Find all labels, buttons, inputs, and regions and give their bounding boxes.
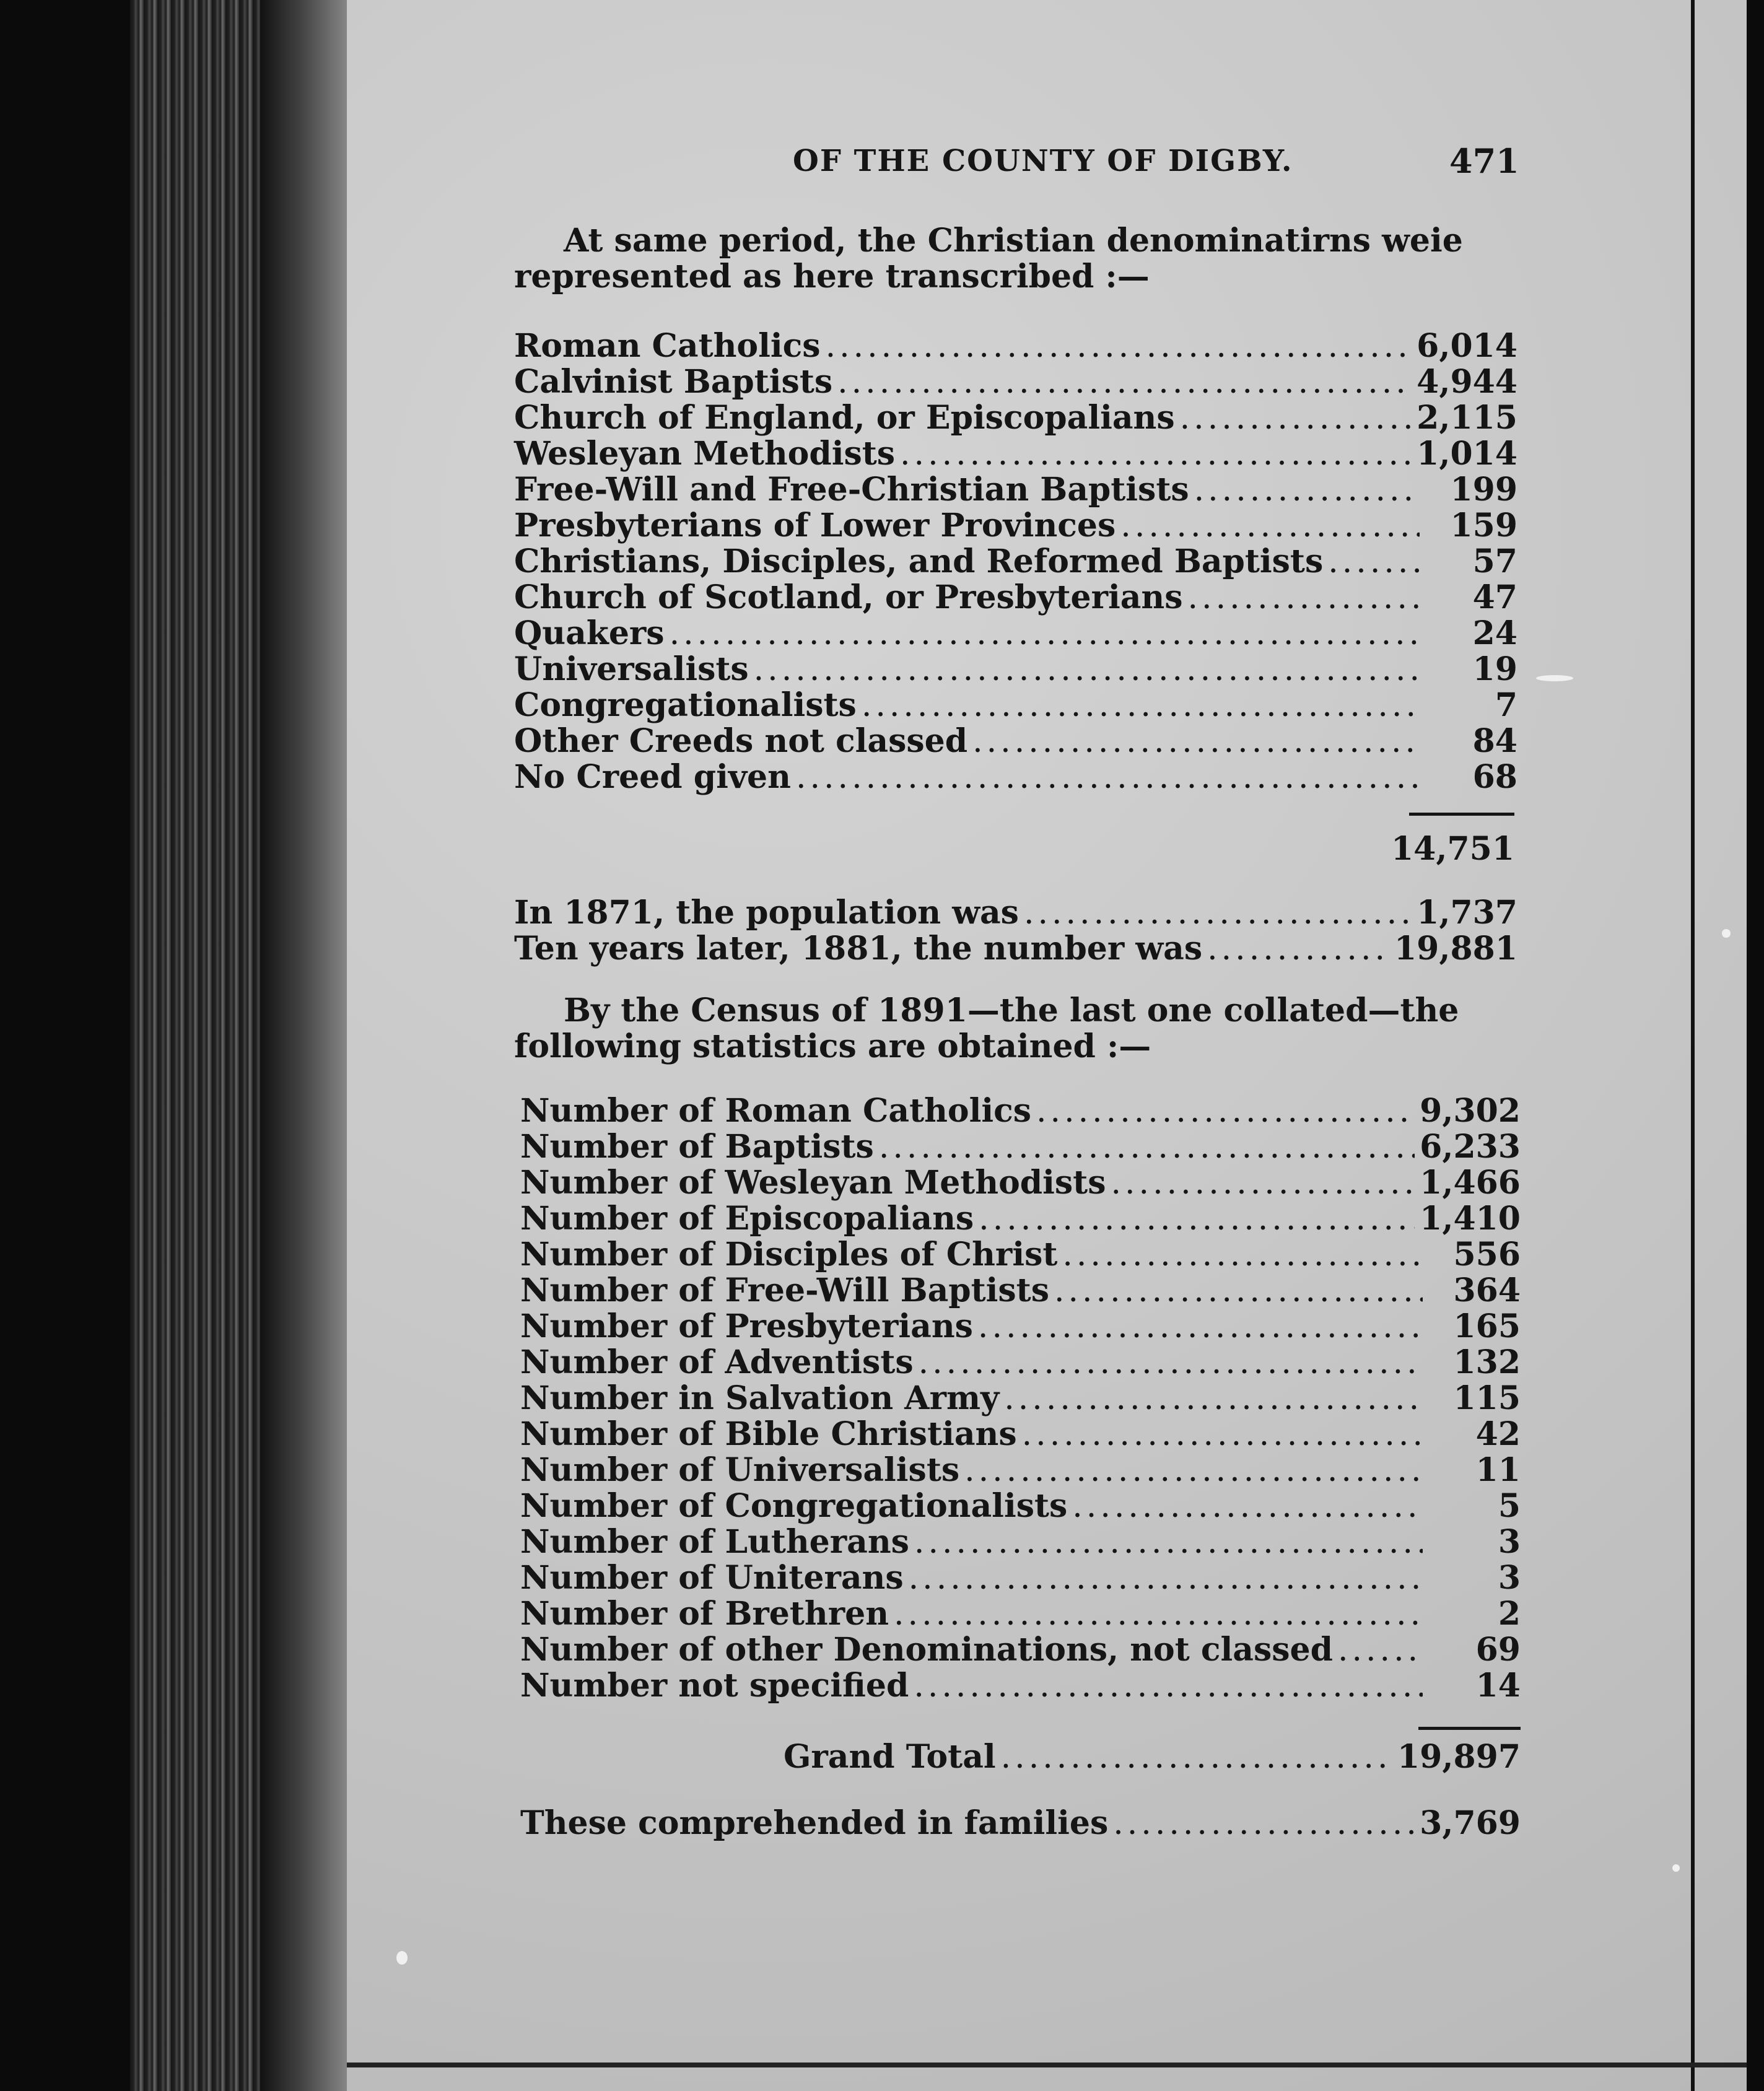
denomination-row [514,543,1517,578]
census-1891-row [520,1487,1521,1523]
leader-dots [837,364,1412,401]
denomination-row-value: 159 [1450,507,1517,544]
page-number: 471 [1449,141,1519,181]
denomination-row [514,399,1517,435]
denominations-list-2 [520,1092,1521,1703]
leader-dots [1180,399,1412,437]
leader-dots [1004,1380,1423,1417]
scan-speck [1672,1864,1680,1872]
families-value: 3,769 [1420,1804,1521,1842]
census-1891-row-value: 9,302 [1420,1092,1521,1130]
intro-paragraph-2 [514,993,1511,1065]
census-1891-row-value: 2 [1498,1595,1521,1633]
denomination-row [514,363,1517,399]
denomination-row-label: Other Creeds not classed [514,722,968,760]
leader-dots [754,651,1420,688]
denomination-row [514,435,1517,471]
scan-speck [396,1951,408,1965]
grand-total-row [784,1738,1521,1774]
census-1891-row-value: 11 [1475,1451,1521,1489]
denomination-row [514,578,1517,614]
intro-paragraph-1 [514,223,1511,295]
census-1891-row-value: 5 [1498,1487,1521,1525]
denomination-row-label: Roman Catholics [514,327,821,365]
population-row [514,930,1517,966]
census-1891-row-label: Number of Bible Christians [520,1415,1017,1453]
grand-total-label: Grand Total [784,1738,996,1776]
census-1891-row [520,1451,1521,1487]
census-1891-row-value: 115 [1453,1379,1521,1417]
denomination-row-label: Christians, Disciples, and Reformed Baptists [514,543,1324,580]
leader-dots [1072,1488,1423,1525]
denomination-row-label: Free-Will and Free-Christian Baptists [514,471,1189,509]
sum-rule-1 [1409,813,1514,816]
census-1891-row-value: 165 [1453,1307,1521,1345]
denomination-row-value: 84 [1472,722,1517,760]
census-1891-row-label: Number of Baptists [520,1128,874,1166]
leader-dots [919,1344,1423,1381]
census-1891-row-label: Number of Adventists [520,1343,914,1381]
intro-2-text: By the Census of 1891—the last one collated—the following statistics are obtained :— [514,992,1459,1065]
leader-dots [978,1308,1423,1345]
leader-dots [900,435,1412,473]
census-1891-row-label: Number of Free-Will Baptists [520,1272,1049,1309]
census-1891-row-label: Number of Wesleyan Methodists [520,1164,1106,1202]
leader-dots [972,723,1420,760]
census-1891-row [520,1272,1521,1307]
leader-dots [894,1596,1423,1633]
denomination-row [514,471,1517,507]
leader-dots [1188,579,1420,616]
census-1891-row-value: 3 [1498,1523,1521,1561]
census-1891-row [520,1415,1521,1451]
denomination-row-label: Calvinist Baptists [514,363,833,401]
census-1891-row-label: Number of Lutherans [520,1523,909,1561]
census-1891-row-label: Number of Roman Catholics [520,1092,1032,1130]
denomination-row-label: Wesleyan Methodists [514,435,896,473]
denomination-row [514,507,1517,543]
census-1891-row [520,1307,1521,1343]
leader-dots [909,1560,1423,1597]
census-1891-row [520,1559,1521,1595]
census-1891-row [520,1236,1521,1272]
denomination-row-value: 24 [1472,614,1517,652]
sum-rule-2 [1418,1727,1521,1730]
census-1891-row-label: Number not specified [520,1667,909,1705]
leader-dots [1054,1272,1423,1309]
grand-total-value: 19,897 [1397,1738,1521,1776]
population-row-value: 19,881 [1394,930,1517,967]
denomination-row [514,327,1517,363]
census-1891-row-label: Number of Presbyterians [520,1307,973,1345]
census-1891-row-value: 6,233 [1420,1128,1521,1166]
population-row-label: Ten years later, 1881, the number was [514,930,1203,967]
scan-speck [1536,675,1573,681]
census-1891-row [520,1200,1521,1236]
denomination-row-label: Church of England, or Episcopalians [514,399,1175,437]
leader-dots [1024,894,1412,932]
census-1891-row-label: Number of other Denominations, not classed [520,1631,1333,1669]
denomination-row-label: Congregationalists [514,686,857,724]
denomination-row-value: 1,014 [1417,435,1517,473]
families-label: These comprehended in families [520,1804,1109,1842]
population-row-label: In 1871, the population was [514,894,1019,932]
denomination-row [514,722,1517,758]
page-right-edge [1691,0,1695,2091]
census-1891-row [520,1595,1521,1631]
census-1891-row-label: Number of Uniterans [520,1559,904,1597]
leader-dots [979,1200,1415,1238]
denomination-row-value: 19 [1472,650,1517,688]
census-1891-row [520,1164,1521,1200]
census-1891-row [520,1343,1521,1379]
leader-dots [670,615,1420,652]
total-1: 14,751 [1391,830,1514,868]
census-1891-row-label: Number of Congregationalists [520,1487,1068,1525]
census-1891-row [520,1092,1521,1128]
leader-dots [826,328,1412,365]
leader-dots [964,1452,1423,1489]
families-row [520,1804,1521,1840]
denomination-row-value: 2,115 [1417,399,1517,437]
denomination-row-label: Presbyterians of Lower Provinces [514,507,1116,544]
leader-dots [1338,1631,1423,1669]
census-1891-row-value: 42 [1475,1415,1521,1453]
census-1891-row-value: 1,410 [1420,1200,1521,1238]
population-row-value: 1,737 [1417,894,1517,932]
denomination-row-value: 199 [1450,471,1517,509]
denomination-row-value: 6,014 [1417,327,1517,365]
page-bottom-edge [347,2063,1747,2067]
census-1891-row-label: Number of Brethren [520,1595,889,1633]
gutter-shadow [260,0,353,2091]
denomination-row-label: Church of Scotland, or Presbyterians [514,578,1183,616]
leader-dots [862,687,1420,724]
leader-dots [1062,1236,1423,1273]
denomination-row-value: 47 [1472,578,1517,616]
census-1891-row-value: 556 [1453,1236,1521,1273]
census-1891-row-label: Number of Episcopalians [520,1200,974,1238]
census-1891-row-value: 132 [1453,1343,1521,1381]
leader-dots [1022,1416,1423,1453]
census-1891-row [520,1523,1521,1559]
denomination-row [514,650,1517,686]
census-1891-row [520,1128,1521,1164]
leader-dots [1328,543,1420,580]
census-1891-row [520,1631,1521,1667]
denomination-row-value: 68 [1472,758,1517,796]
denomination-row-label: No Creed given [514,758,791,796]
census-1891-row-label: Number in Salvation Army [520,1379,1000,1417]
census-1891-row [520,1379,1521,1415]
denomination-row-label: Universalists [514,650,749,688]
census-1891-row-value: 1,466 [1420,1164,1521,1202]
census-1891-row-value: 364 [1453,1272,1521,1309]
denomination-row-value: 7 [1495,686,1517,724]
leader-dots [1120,507,1420,544]
denomination-row [514,614,1517,650]
denomination-row-label: Quakers [514,614,665,652]
denominations-list-1 [514,327,1517,794]
leader-dots [1207,930,1389,967]
leader-dots [914,1524,1423,1561]
leader-dots [879,1128,1415,1166]
census-1891-row-value: 14 [1475,1667,1521,1705]
census-1891-row-label: Number of Universalists [520,1451,960,1489]
denomination-row-value: 57 [1472,543,1517,580]
population-row [514,894,1517,930]
leader-dots [914,1667,1423,1705]
intro-1-text: At same period, the Christian denominatirns weie represented as here transcribed :— [514,222,1463,295]
scan-speck [1722,929,1731,938]
census-1891-row [520,1667,1521,1703]
running-title: OF THE COUNTY OF DIGBY. [793,144,1293,178]
leader-dots [1036,1093,1415,1130]
leader-dots [796,759,1420,796]
census-1891-row-value: 3 [1498,1559,1521,1597]
leader-dots [1194,471,1420,509]
census-1891-row-label: Number of Disciples of Christ [520,1236,1058,1273]
denomination-row-value: 4,944 [1417,363,1517,401]
denomination-row [514,758,1517,794]
population-list [514,894,1517,966]
denomination-row [514,686,1517,722]
census-1891-row-value: 69 [1475,1631,1521,1669]
leader-dots [1111,1164,1415,1202]
